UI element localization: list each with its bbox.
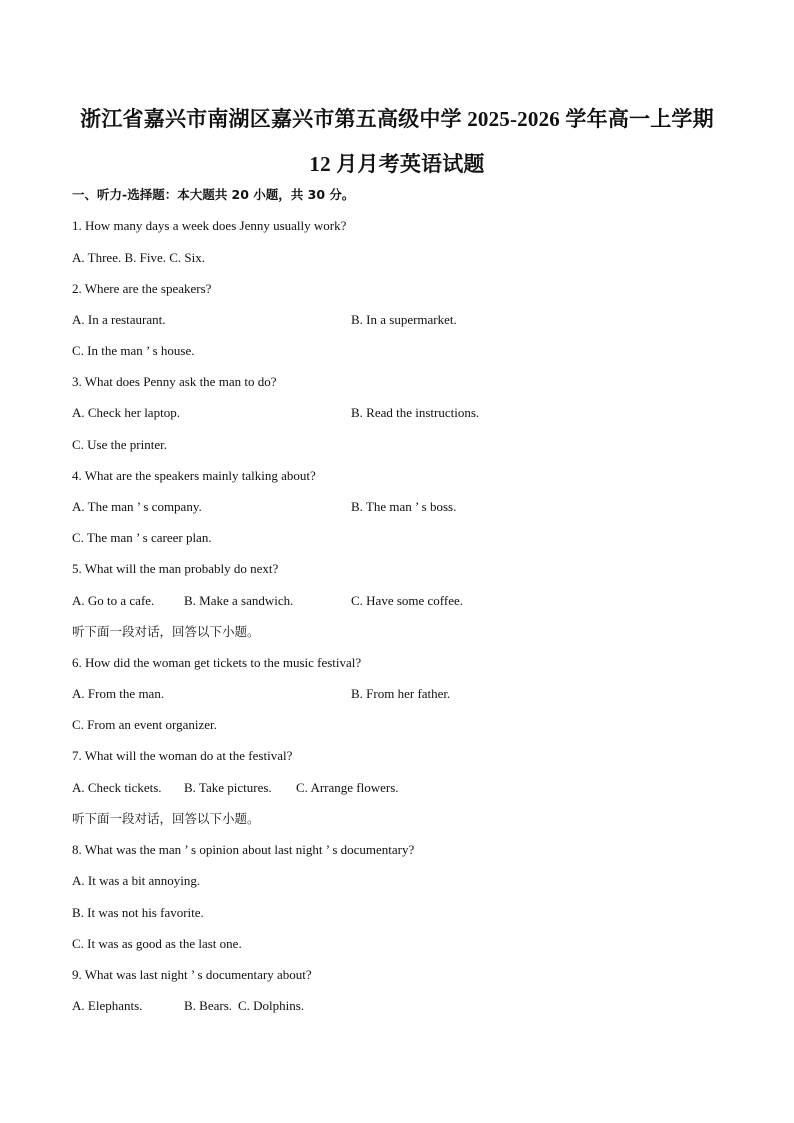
question-1-options: A. Three. B. Five. C. Six. xyxy=(72,250,206,265)
question-8-option-c: C. It was as good as the last one. xyxy=(72,936,242,951)
question-7-option-b: B. Take pictures. xyxy=(184,780,272,795)
question-8-option-a: A. It was a bit annoying. xyxy=(72,873,201,888)
document-title-line-1: 浙江省嘉兴市南湖区嘉兴市第五高级中学 2025-2026 学年高一上学期 xyxy=(80,107,714,131)
question-5-option-a: A. Go to a cafe. xyxy=(72,593,155,608)
listening-instruction-1: 听下面一段对话，回答以下小题。 xyxy=(72,624,260,639)
question-2-option-b: B. In a supermarket. xyxy=(351,312,457,327)
question-8-option-b: B. It was not his favorite. xyxy=(72,905,204,920)
question-9-option-b: B. Bears. xyxy=(184,998,233,1013)
document-title-line-2: 12 月月考英语试题 xyxy=(309,152,485,176)
question-5: 5. What will the man probably do next? xyxy=(72,561,279,576)
question-6: 6. How did the woman get tickets to the music festival? xyxy=(72,655,362,670)
question-9: 9. What was last night ’ s documentary about? xyxy=(72,967,312,982)
question-4-option-c: C. The man ’ s career plan. xyxy=(72,530,212,545)
question-7: 7. What will the woman do at the festival? xyxy=(72,748,293,763)
question-2-option-c: C. In the man ’ s house. xyxy=(72,343,195,358)
listening-instruction-2: 听下面一段对话，回答以下小题。 xyxy=(72,811,260,826)
question-5-option-c: C. Have some coffee. xyxy=(351,593,464,608)
question-8: 8. What was the man ’ s opinion about last night ’ s documentary? xyxy=(72,842,415,857)
question-6-option-a: A. From the man. xyxy=(72,686,165,701)
question-9-option-a: A. Elephants. xyxy=(72,998,143,1013)
question-9-option-c: C. Dolphins. xyxy=(238,998,305,1013)
question-1: 1. How many days a week does Jenny usually work? xyxy=(72,218,347,233)
question-5-option-b: B. Make a sandwich. xyxy=(184,593,294,608)
section-header: 一、听力-选择题：本大题共 20 小题，共 30 分。 xyxy=(72,187,355,202)
question-4-option-b: B. The man ’ s boss. xyxy=(351,499,457,514)
question-3: 3. What does Penny ask the man to do? xyxy=(72,374,277,389)
question-3-option-a: A. Check her laptop. xyxy=(72,405,180,420)
question-3-option-c: C. Use the printer. xyxy=(72,437,167,452)
question-7-option-c: C. Arrange flowers. xyxy=(296,780,399,795)
question-2-option-a: A. In a restaurant. xyxy=(72,312,166,327)
question-6-option-c: C. From an event organizer. xyxy=(72,717,217,732)
question-2: 2. Where are the speakers? xyxy=(72,281,212,296)
question-7-option-a: A. Check tickets. xyxy=(72,780,162,795)
question-6-option-b: B. From her father. xyxy=(351,686,451,701)
question-3-option-b: B. Read the instructions. xyxy=(351,405,480,420)
question-4: 4. What are the speakers mainly talking about? xyxy=(72,468,316,483)
question-4-option-a: A. The man ’ s company. xyxy=(72,499,202,514)
